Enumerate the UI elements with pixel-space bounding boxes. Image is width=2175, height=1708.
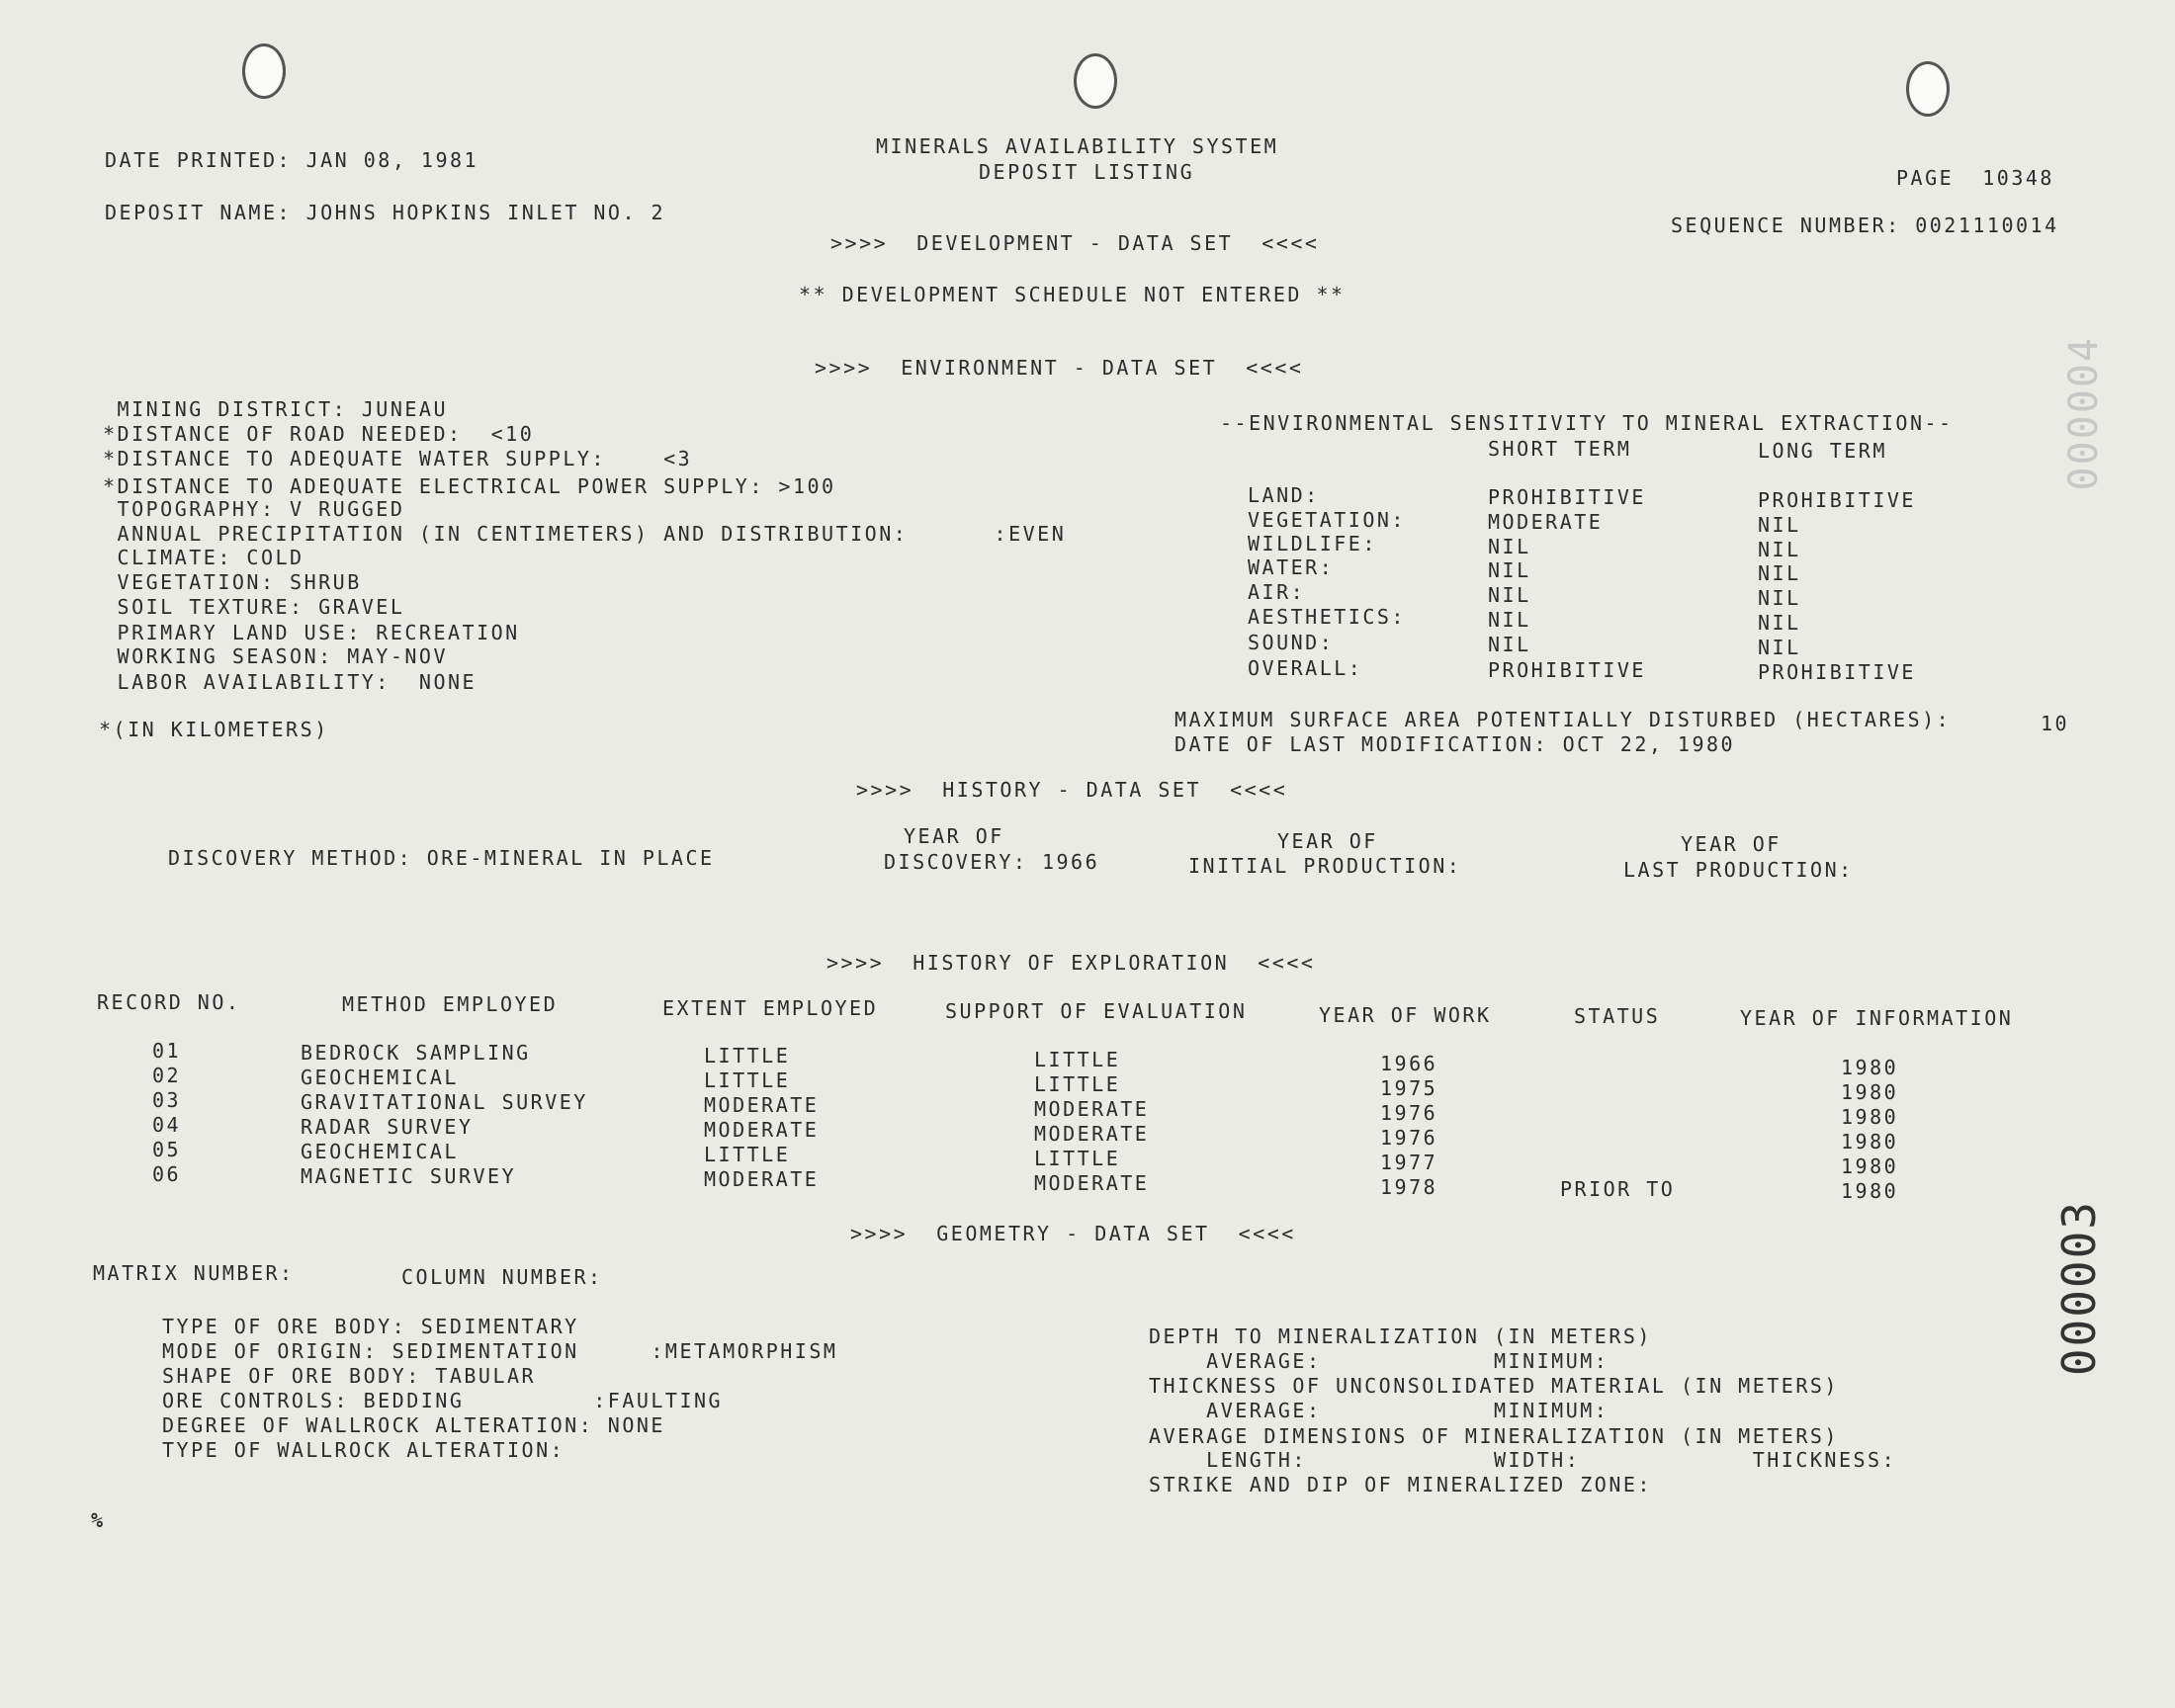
sensitivity-long: NIL — [1758, 538, 1801, 561]
punch-hole-left — [242, 43, 286, 99]
method-employed: MAGNETIC SURVEY — [301, 1164, 517, 1188]
support-of-evaluation: LITTLE — [1034, 1072, 1121, 1096]
env-line: PRIMARY LAND USE: RECREATION — [103, 621, 520, 644]
record-no: 03 — [152, 1088, 182, 1112]
column-header: EXTENT EMPLOYED — [662, 996, 879, 1020]
sensitivity-short: NIL — [1488, 583, 1531, 607]
sensitivity-label: WATER: — [1248, 555, 1335, 579]
support-of-evaluation: MODERATE — [1034, 1171, 1150, 1195]
geometry-line: AVERAGE: MINIMUM: — [1149, 1399, 1610, 1422]
year-of-discovery-value: DISCOVERY: 1966 — [884, 850, 1100, 874]
year-of-information: 1980 — [1841, 1056, 1899, 1079]
long-term-header: LONG TERM — [1758, 439, 1887, 463]
development-note: ** DEVELOPMENT SCHEDULE NOT ENTERED ** — [799, 283, 1346, 306]
column-header: RECORD NO. — [97, 990, 241, 1014]
extent-employed: LITTLE — [704, 1044, 791, 1068]
record-no: 05 — [152, 1138, 182, 1161]
env-line: ANNUAL PRECIPITATION (IN CENTIMETERS) AND DISTRIBUTION: :EVEN — [103, 522, 1067, 546]
geometry-line: DEPTH TO MINERALIZATION (IN METERS) — [1149, 1324, 1652, 1348]
year-of-work: 1976 — [1380, 1101, 1438, 1125]
last-modification: DATE OF LAST MODIFICATION: OCT 22, 1980 — [1174, 732, 1736, 756]
short-term-header: SHORT TERM — [1488, 437, 1632, 461]
method-employed: RADAR SURVEY — [301, 1115, 474, 1139]
history-heading: >>>> HISTORY - DATA SET <<<< — [856, 778, 1288, 802]
method-employed: GRAVITATIONAL SURVEY — [301, 1090, 588, 1114]
sensitivity-short: PROHIBITIVE — [1488, 658, 1646, 682]
geometry-line: THICKNESS OF UNCONSOLIDATED MATERIAL (IN METERS) — [1149, 1374, 1839, 1398]
listing-title: DEPOSIT LISTING — [979, 160, 1195, 184]
sensitivity-long: NIL — [1758, 586, 1801, 610]
sensitivity-short: NIL — [1488, 633, 1531, 656]
record-no: 01 — [152, 1039, 182, 1063]
extent-employed: MODERATE — [704, 1118, 820, 1142]
sensitivity-short: NIL — [1488, 608, 1531, 632]
extent-employed: LITTLE — [704, 1143, 791, 1166]
sensitivity-long: PROHIBITIVE — [1758, 488, 1916, 512]
punch-hole-right — [1906, 61, 1950, 117]
matrix-number: MATRIX NUMBER: — [93, 1261, 295, 1285]
geometry-line: DEGREE OF WALLROCK ALTERATION: NONE — [162, 1413, 665, 1437]
stamp-number-faint: 000004 — [2061, 336, 2107, 491]
sensitivity-label: SOUND: — [1248, 631, 1335, 654]
geometry-line: MODE OF ORIGIN: SEDIMENTATION :METAMORPHISM — [162, 1339, 838, 1363]
column-header: STATUS — [1574, 1004, 1661, 1028]
geometry-line: LENGTH: WIDTH: THICKNESS: — [1149, 1448, 1897, 1472]
support-of-evaluation: MODERATE — [1034, 1122, 1150, 1146]
date-printed: DATE PRINTED: JAN 08, 1981 — [105, 148, 479, 172]
method-employed: GEOCHEMICAL — [301, 1140, 459, 1163]
year-of-work: 1966 — [1380, 1052, 1438, 1075]
sensitivity-label: WILDLIFE: — [1248, 532, 1377, 555]
deposit-name: DEPOSIT NAME: JOHNS HOPKINS INLET NO. 2 — [105, 201, 666, 224]
geometry-line: STRIKE AND DIP OF MINERALIZED ZONE: — [1149, 1473, 1652, 1496]
sensitivity-long: NIL — [1758, 611, 1801, 635]
support-of-evaluation: MODERATE — [1034, 1097, 1150, 1121]
extent-employed: MODERATE — [704, 1167, 820, 1191]
status: PRIOR TO — [1560, 1177, 1676, 1201]
year-of-information: 1980 — [1841, 1154, 1899, 1178]
extent-employed: MODERATE — [704, 1093, 820, 1117]
footer-mark: % — [91, 1508, 106, 1532]
geometry-line: AVERAGE DIMENSIONS OF MINERALIZATION (IN METERS) — [1149, 1424, 1839, 1448]
env-line: VEGETATION: SHRUB — [103, 570, 362, 594]
year-of-information: 1980 — [1841, 1130, 1899, 1153]
env-line: *DISTANCE OF ROAD NEEDED: <10 — [103, 422, 535, 446]
page-number: PAGE 10348 — [1896, 166, 2054, 190]
environment-heading: >>>> ENVIRONMENT - DATA SET <<<< — [815, 356, 1304, 380]
sensitivity-short: NIL — [1488, 558, 1531, 582]
record-no: 06 — [152, 1162, 182, 1186]
sensitivity-label: OVERALL: — [1248, 656, 1363, 680]
sensitivity-label: LAND: — [1248, 483, 1320, 507]
year-of-work: 1978 — [1380, 1175, 1438, 1199]
year-of-discovery-label: YEAR OF — [904, 824, 1004, 848]
env-line: TOPOGRAPHY: V RUGGED — [103, 497, 405, 521]
method-employed: GEOCHEMICAL — [301, 1066, 459, 1089]
exploration-heading: >>>> HISTORY OF EXPLORATION <<<< — [826, 951, 1316, 975]
sensitivity-long: NIL — [1758, 636, 1801, 659]
geometry-line: TYPE OF ORE BODY: SEDIMENTARY — [162, 1315, 579, 1338]
sensitivity-long: NIL — [1758, 561, 1801, 585]
sensitivity-title: --ENVIRONMENTAL SENSITIVITY TO MINERAL EXTRACTION-- — [1220, 411, 1954, 435]
env-line: *DISTANCE TO ADEQUATE ELECTRICAL POWER SUPPLY: >100 — [103, 474, 836, 498]
year-of-work: 1975 — [1380, 1076, 1438, 1100]
column-header: YEAR OF WORK — [1319, 1003, 1492, 1027]
sensitivity-long: NIL — [1758, 513, 1801, 537]
sensitivity-short: MODERATE — [1488, 510, 1604, 534]
geometry-heading: >>>> GEOMETRY - DATA SET <<<< — [850, 1222, 1296, 1245]
discovery-method: DISCOVERY METHOD: ORE-MINERAL IN PLACE — [168, 846, 715, 870]
support-of-evaluation: LITTLE — [1034, 1147, 1121, 1170]
year-of-information: 1980 — [1841, 1105, 1899, 1129]
stamp-number: 000003 — [2052, 1200, 2106, 1377]
extent-employed: LITTLE — [704, 1068, 791, 1092]
sensitivity-label: VEGETATION: — [1248, 508, 1406, 532]
initial-production-label: YEAR OF — [1277, 829, 1378, 853]
sensitivity-short: PROHIBITIVE — [1488, 485, 1646, 509]
support-of-evaluation: LITTLE — [1034, 1048, 1121, 1071]
geometry-line: SHAPE OF ORE BODY: TABULAR — [162, 1364, 537, 1388]
development-heading: >>>> DEVELOPMENT - DATA SET <<<< — [830, 231, 1320, 255]
geometry-line: TYPE OF WALLROCK ALTERATION: — [162, 1438, 566, 1462]
sensitivity-label: AESTHETICS: — [1248, 605, 1406, 629]
sensitivity-short: NIL — [1488, 535, 1531, 558]
geometry-line: ORE CONTROLS: BEDDING :FAULTING — [162, 1389, 724, 1412]
env-line: *DISTANCE TO ADEQUATE WATER SUPPLY: <3 — [103, 447, 693, 470]
env-line: MINING DISTRICT: JUNEAU — [103, 397, 448, 421]
sequence-number: SEQUENCE NUMBER: 0021110014 — [1671, 214, 2059, 237]
env-line: CLIMATE: COLD — [103, 546, 304, 569]
initial-production-value: INITIAL PRODUCTION: — [1188, 854, 1462, 878]
max-surface-area-value: 10 — [2041, 712, 2070, 735]
year-of-work: 1976 — [1380, 1126, 1438, 1150]
method-employed: BEDROCK SAMPLING — [301, 1041, 531, 1065]
env-line: SOIL TEXTURE: GRAVEL — [103, 595, 405, 619]
system-title: MINERALS AVAILABILITY SYSTEM — [876, 134, 1279, 158]
env-line: LABOR AVAILABILITY: NONE — [103, 670, 478, 694]
sensitivity-long: PROHIBITIVE — [1758, 660, 1916, 684]
km-note: *(IN KILOMETERS) — [99, 718, 329, 741]
env-line: WORKING SEASON: MAY-NOV — [103, 644, 448, 668]
record-no: 02 — [152, 1064, 182, 1087]
column-header: METHOD EMPLOYED — [342, 992, 559, 1016]
year-of-information: 1980 — [1841, 1080, 1899, 1104]
record-no: 04 — [152, 1113, 182, 1137]
max-surface-area-label: MAXIMUM SURFACE AREA POTENTIALLY DISTURBED (HECTARES): — [1174, 708, 1952, 731]
geometry-line: AVERAGE: MINIMUM: — [1149, 1349, 1610, 1373]
last-production-value: LAST PRODUCTION: — [1623, 858, 1854, 882]
last-production-label: YEAR OF — [1681, 832, 1782, 856]
column-header: YEAR OF INFORMATION — [1740, 1006, 2014, 1030]
year-of-information: 1980 — [1841, 1179, 1899, 1203]
column-header: SUPPORT OF EVALUATION — [945, 999, 1248, 1023]
punch-hole-center — [1074, 53, 1117, 109]
year-of-work: 1977 — [1380, 1151, 1438, 1174]
sensitivity-label: AIR: — [1248, 580, 1306, 604]
column-number: COLUMN NUMBER: — [401, 1265, 603, 1289]
